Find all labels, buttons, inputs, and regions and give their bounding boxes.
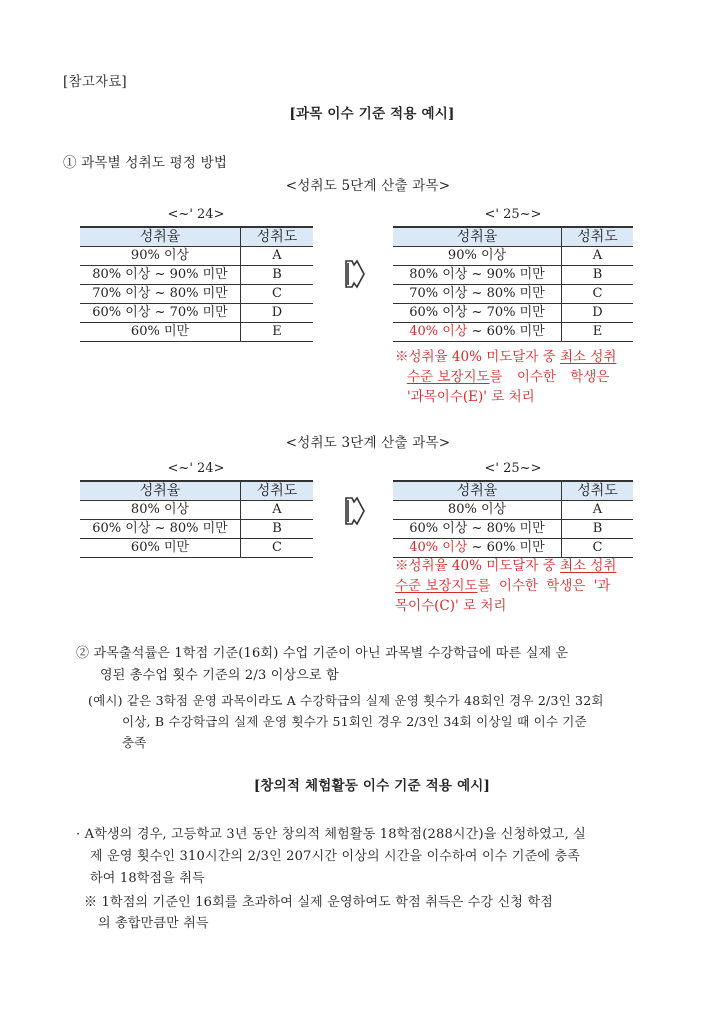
five-level-after-caption: <' 25~>: [484, 207, 542, 222]
new-threshold-text: 40% 이상: [409, 324, 468, 339]
five-level-note: [395, 347, 645, 407]
table-row: [393, 501, 633, 520]
table-row: [80, 520, 313, 539]
header-achievement-level: 성취도: [241, 227, 314, 247]
grade-cell: A: [241, 501, 314, 520]
note-underlined-text: 최소 성취: [560, 558, 617, 574]
header-achievement-level: 성취도: [562, 227, 634, 247]
rate-cell: 80% 이상 ~ 90% 미만: [80, 266, 241, 285]
grade-cell: C: [241, 539, 314, 558]
right-arrow-icon: [344, 258, 366, 290]
header-achievement-rate: 성취율: [80, 481, 241, 501]
grade-cell: B: [241, 266, 314, 285]
rate-cell: 70% 이상 ~ 80% 미만: [80, 285, 241, 304]
table-row: [393, 285, 633, 304]
rate-cell: 60% 미만: [80, 323, 241, 342]
rate-cell: 60% 이상 ~ 80% 미만: [80, 520, 241, 539]
header-achievement-level: 성취도: [562, 481, 634, 501]
rate-cell: 80% 이상: [393, 501, 562, 520]
header-achievement-rate: 성취율: [393, 481, 562, 501]
grade-cell: A: [241, 247, 314, 266]
section-title-subject-completion: [과목 이수 기준 적용 예시]: [289, 106, 455, 122]
table-row: [393, 266, 633, 285]
bullet-line1: · A학생의 경우, 고등학교 3년 동안 창의적 체험활동 18학점(288시간)을 신청하였고, 실: [76, 827, 587, 842]
table-row: [80, 539, 313, 558]
note-line2: 의 총합만큼만 취득: [98, 916, 209, 931]
note-text: 를 이수한 학생은 '과: [477, 578, 611, 594]
note-line1: ※ 1학점의 기준인 16회를 초과하여 실제 운영하여도 학점 취득은 수강 신청 학점: [84, 895, 554, 910]
rate-cell: 60% 이상 ~ 70% 미만: [393, 304, 562, 323]
five-level-after-table: [393, 226, 633, 342]
note-text: 목이수(C)' 로 처리: [395, 598, 507, 614]
note-text: ※성취율 40% 미도달자 중: [395, 558, 560, 574]
table-row: [393, 304, 633, 323]
rate-range-text: ~ 60% 미만: [467, 540, 545, 555]
note-underlined-text: 수준 보장지도: [395, 578, 478, 594]
grade-cell: A: [562, 247, 634, 266]
table-row: [80, 247, 313, 266]
table-row: [80, 266, 313, 285]
table-row: [80, 285, 313, 304]
rate-cell: 80% 이상: [80, 501, 241, 520]
reference-label: [참고자료]: [63, 74, 127, 90]
grade-cell: C: [562, 539, 634, 558]
three-level-subtitle: <성취도 3단계 산출 과목>: [285, 435, 451, 451]
three-level-before-caption: <~' 24>: [167, 461, 225, 476]
example-line3: 충족: [122, 735, 147, 750]
item2-line2: 영된 총수업 횟수 기준의 2/3 이상으로 함: [100, 668, 339, 683]
grade-cell: C: [241, 285, 314, 304]
three-level-note: [395, 556, 645, 616]
five-level-before-caption: <~' 24>: [167, 207, 225, 222]
table-row-highlighted: [393, 323, 633, 342]
table-row: [393, 247, 633, 266]
grade-cell: E: [241, 323, 314, 342]
example-line2: 이상, B 수강학급의 실제 운영 횟수가 51회인 경우 2/3인 34회 이상일 때 이수 기준: [122, 714, 587, 729]
table-row: [80, 304, 313, 323]
item2-line1: ② 과목출석률은 1학점 기준(16회) 수업 기준이 아닌 과목별 수강학급에 따른 실제 운: [76, 646, 569, 661]
rate-cell: 60% 이상 ~ 80% 미만: [393, 520, 562, 539]
section-title-creative-activities: [창의적 체험활동 이수 기준 적용 예시]: [253, 778, 491, 794]
five-level-before-table: [80, 226, 313, 342]
note-text: '과목이수(E)' 로 처리: [407, 389, 535, 405]
grade-cell: B: [562, 520, 634, 539]
new-threshold-text: 40% 이상: [409, 540, 468, 555]
three-level-after-table: [393, 480, 633, 558]
table-row: [393, 520, 633, 539]
grade-cell: D: [562, 304, 634, 323]
table-row: [80, 323, 313, 342]
rate-cell: [393, 539, 562, 558]
note-underlined-text: 수준 보장지도: [407, 369, 490, 385]
bullet-line2: 제 운영 횟수인 310시간의 2/3인 207시간 이상의 시간을 이수하여 이수 기준에 충족: [90, 849, 580, 864]
header-achievement-rate: 성취율: [393, 227, 562, 247]
header-achievement-level: 성취도: [241, 481, 314, 501]
note-text: ※성취율 40% 미도달자 중: [395, 349, 560, 365]
item1-heading: ① 과목별 성취도 평정 방법: [63, 155, 228, 171]
grade-cell: D: [241, 304, 314, 323]
rate-cell: 70% 이상 ~ 80% 미만: [393, 285, 562, 304]
table-row-highlighted: [393, 539, 633, 558]
rate-cell: 60% 이상 ~ 70% 미만: [80, 304, 241, 323]
grade-cell: B: [241, 520, 314, 539]
right-arrow-icon: [344, 495, 366, 527]
rate-cell: [393, 323, 562, 342]
five-level-subtitle: <성취도 5단계 산출 과목>: [285, 178, 451, 194]
example-line1: (예시) 같은 3학점 운영 과목이라도 A 수강학급의 실제 운영 횟수가 48회인 경우 2/3인 32회: [88, 693, 604, 708]
note-underlined-text: 최소 성취: [560, 349, 617, 365]
header-achievement-rate: 성취율: [80, 227, 241, 247]
rate-cell: 90% 이상: [80, 247, 241, 266]
three-level-before-table: [80, 480, 313, 558]
rate-cell: 90% 이상: [393, 247, 562, 266]
grade-cell: A: [562, 501, 634, 520]
rate-cell: 80% 이상 ~ 90% 미만: [393, 266, 562, 285]
rate-range-text: ~ 60% 미만: [467, 324, 545, 339]
rate-cell: 60% 미만: [80, 539, 241, 558]
grade-cell: E: [562, 323, 634, 342]
three-level-after-caption: <' 25~>: [484, 461, 542, 476]
grade-cell: B: [562, 266, 634, 285]
grade-cell: C: [562, 285, 634, 304]
note-text: 를 이수한 학생은: [489, 369, 610, 385]
bullet-line3: 하여 18학점을 취득: [90, 871, 205, 886]
table-row: [80, 501, 313, 520]
